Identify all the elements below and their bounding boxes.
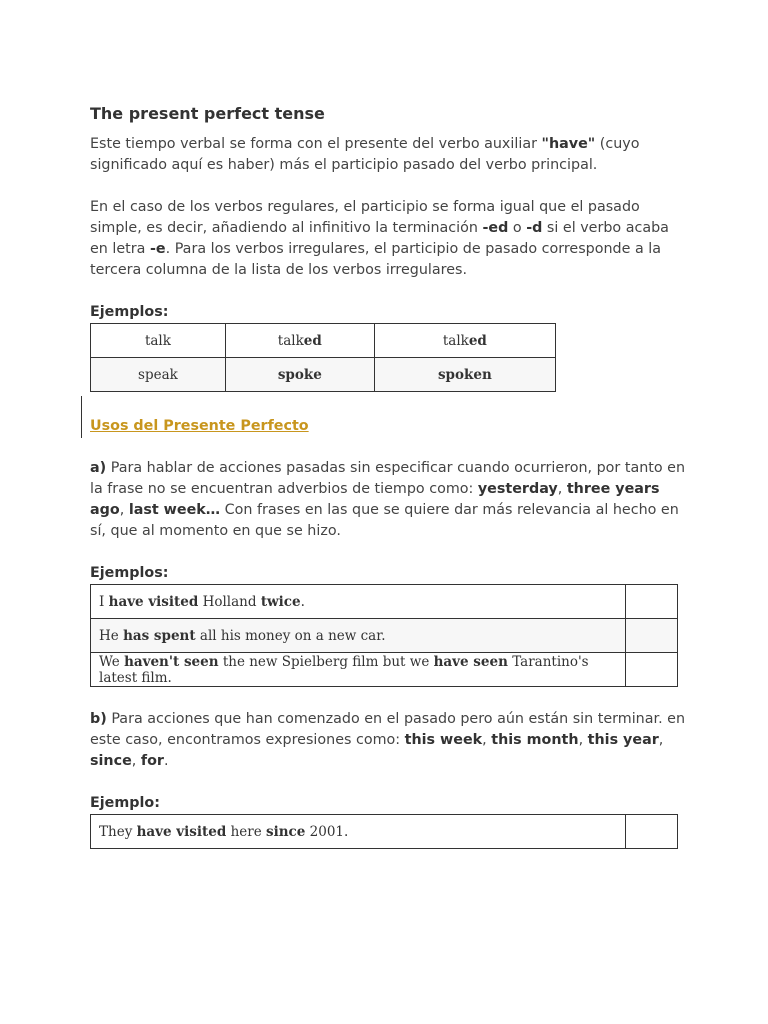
section-b-letter: b) [90, 711, 107, 727]
cell-text: He [99, 627, 124, 644]
intro-paragraph-2 [90, 197, 690, 281]
keyword: this week [404, 732, 483, 748]
text-cursor [81, 396, 82, 438]
cell-keyword: since [266, 823, 306, 840]
verb-table [90, 323, 556, 392]
separator: , [131, 753, 141, 769]
verb-past [225, 358, 374, 392]
cell-text: Tarantino's latest film. [99, 653, 589, 686]
cell-text: 2001. [305, 823, 349, 840]
examples-label: Ejemplos: [90, 565, 169, 581]
verb-base [91, 358, 226, 392]
keyword-d: -d [526, 220, 543, 236]
cell-text: the new Spielberg film but we [218, 653, 434, 670]
table-row [91, 815, 678, 849]
verb-past [225, 324, 374, 358]
examples-label: Ejemplos: [90, 304, 169, 320]
intro-keyword-have: "have" [541, 136, 596, 152]
example-sentence [91, 619, 626, 653]
keyword-ed: -ed [482, 220, 509, 236]
section-text: Con frases en las que se quiere dar más relevancia al hecho en sí, que al momento en que se hizo. [90, 502, 679, 539]
cell-text: talk [144, 332, 171, 349]
section-text: . [163, 753, 169, 769]
cell-text: here [226, 823, 266, 840]
uses-link-line [90, 414, 690, 437]
keyword: three years ago [90, 481, 660, 518]
uses-link[interactable]: Usos del Presente Perfecto [90, 418, 309, 434]
keyword: since [90, 753, 132, 769]
cell-ending: ed [303, 332, 322, 349]
section-a-paragraph [90, 458, 690, 542]
example-sentence [91, 585, 626, 619]
example-label: Ejemplo: [90, 795, 160, 811]
section-text: Para acciones que han comenzado en el pasado pero aún están sin terminar. en este caso, encontramos expresiones como: [90, 711, 686, 748]
keyword: this month [491, 732, 579, 748]
keyword: for [140, 753, 164, 769]
intro-text: Este tiempo verbal se forma con el presente del verbo auxiliar [90, 136, 542, 152]
verb-participle [374, 324, 555, 358]
cell-text: They [99, 823, 137, 840]
page-title: The present perfect tense [90, 104, 325, 123]
intro-text: o [508, 220, 527, 236]
intro-text: . Para los verbos irregulares, el participio de pasado corresponde a la tercera columna de la lista de los verbos irregulares. [90, 241, 661, 278]
separator: , [482, 732, 492, 748]
intro-text: En el caso de los verbos regulares, el participio se forma igual que el pasado simple, es decir, añadiendo al infinitivo la terminación [90, 199, 640, 236]
separator: , [557, 481, 567, 497]
intro-text: si el verbo acaba en letra [90, 220, 669, 257]
intro-text: (cuyo significado aquí es haber) más el participio pasado del verbo principal. [90, 136, 640, 173]
cell-ending: ed [468, 332, 487, 349]
cell-verb: have visited [108, 593, 199, 610]
table-row [91, 653, 678, 687]
cell-verb: has spent [123, 627, 196, 644]
cell-verb: haven't seen [124, 653, 219, 670]
separator: , [578, 732, 588, 748]
examples-table-b [90, 814, 678, 849]
cell-text: talk [442, 332, 469, 349]
cell-text: I [99, 593, 109, 610]
verb-participle [374, 358, 555, 392]
cell-text: spoke [277, 366, 322, 383]
examples-table-a [90, 584, 678, 687]
example-sentence [91, 653, 626, 687]
section-text: Para hablar de acciones pasadas sin especificar cuando ocurrieron, por tanto en la frase no se encuentran adverbios de tiempo como: [90, 460, 686, 497]
keyword: this year [587, 732, 659, 748]
cell-text: spoken [437, 366, 492, 383]
document-body [90, 103, 690, 871]
section-a-letter: a) [90, 460, 107, 476]
cell-keyword: twice [260, 593, 301, 610]
cell-text: all his money on a new car. [195, 627, 386, 644]
separator: , [658, 732, 664, 748]
example-sentence [91, 815, 626, 849]
cell-text: . [300, 593, 305, 610]
table-row [91, 324, 556, 358]
table-row [91, 619, 678, 653]
separator: , [119, 502, 129, 518]
keyword-e: -e [149, 241, 166, 257]
cell-verb: have visited [136, 823, 227, 840]
empty-cell [626, 815, 678, 849]
verb-base [91, 324, 226, 358]
cell-text: We [99, 653, 125, 670]
cell-text: speak [138, 366, 178, 383]
table-row [91, 358, 556, 392]
table-row [91, 585, 678, 619]
intro-paragraph-1 [90, 134, 690, 176]
cell-text: Holland [198, 593, 261, 610]
empty-cell [626, 653, 678, 687]
cell-verb: have seen [433, 653, 508, 670]
keyword: last week… [128, 502, 221, 518]
empty-cell [626, 585, 678, 619]
empty-cell [626, 619, 678, 653]
cell-text: talk [277, 332, 304, 349]
section-b-paragraph [90, 709, 690, 772]
keyword: yesterday [477, 481, 558, 497]
